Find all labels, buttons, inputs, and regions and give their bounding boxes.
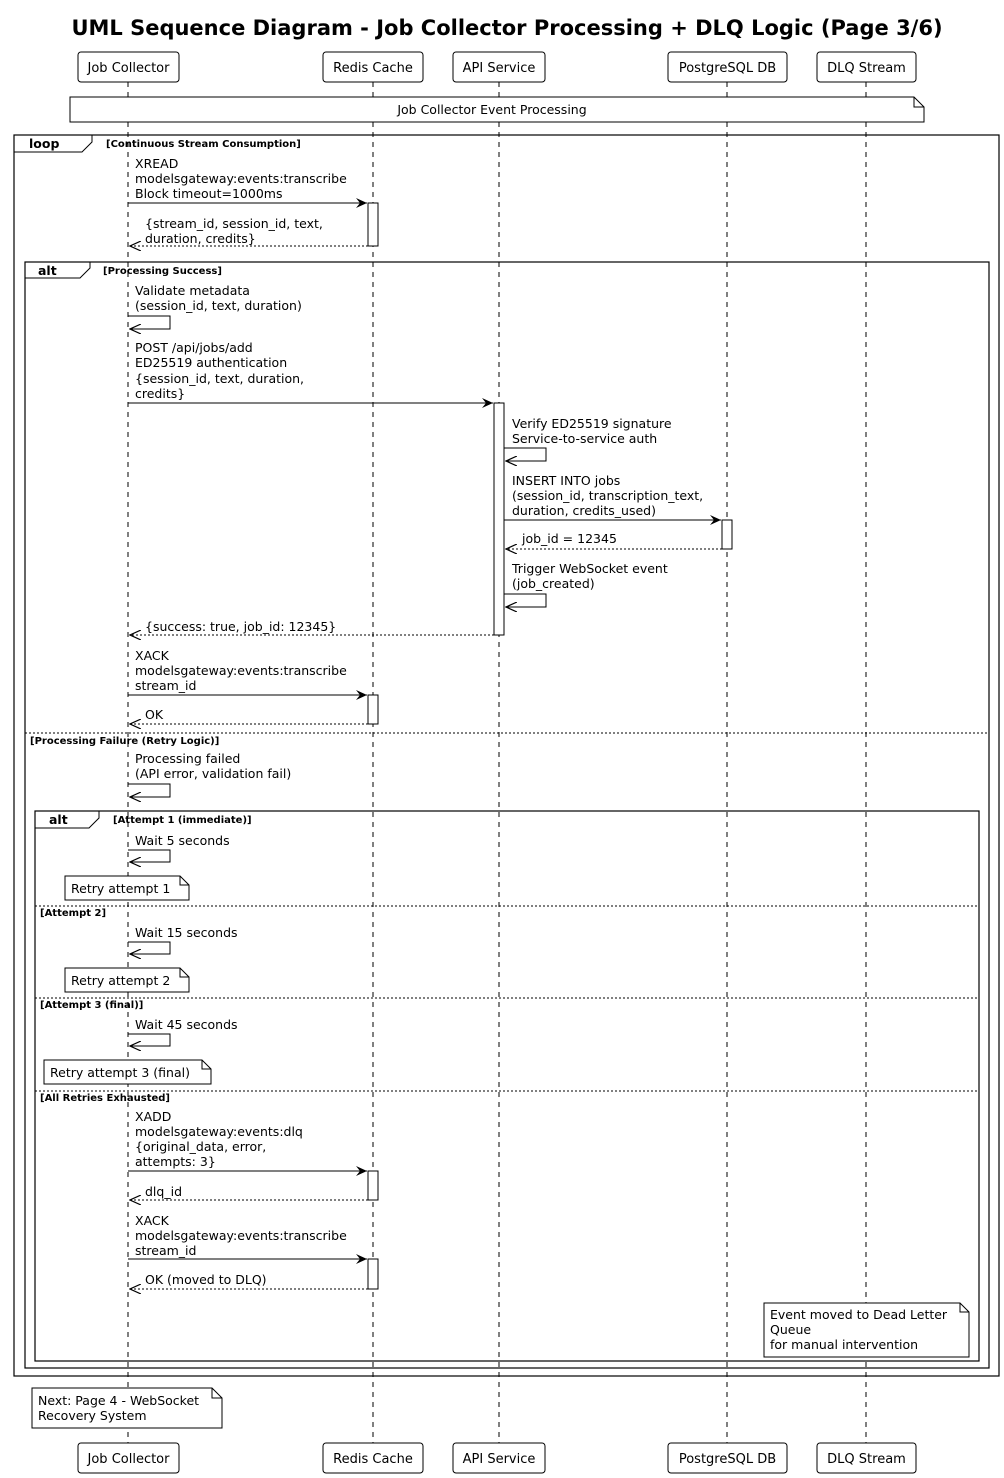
activation-redis — [368, 1171, 378, 1200]
message-label: INSERT INTO jobs (session_id, transcription_text, duration, credits_used) — [512, 473, 704, 518]
message-label: Verify ED25519 signature Service-to-service auth — [512, 416, 672, 446]
alt-guard-attempt-2: [Attempt 2] — [40, 908, 107, 919]
participant-label: Job Collector — [87, 61, 170, 76]
message-label: job_id = 12345 — [522, 531, 617, 546]
note-dlq — [764, 1303, 969, 1357]
message-xread-reply — [130, 216, 368, 246]
loop-keyword: loop — [29, 136, 60, 151]
participant-label: DLQ Stream — [827, 1452, 906, 1467]
loop-guard: [Continuous Stream Consumption] — [106, 139, 301, 150]
note-next-page — [32, 1388, 222, 1428]
message-label: POST /api/jobs/add ED25519 authentication {session_id, text, duration, credits} — [135, 340, 305, 401]
message-wait-45 — [128, 1017, 238, 1046]
alt-guard-attempt-3: [Attempt 3 (final)] — [40, 1000, 144, 1011]
message-label: XADD modelsgateway:events:dlq {original_data, error, attempts: 3} — [135, 1109, 303, 1169]
alt-keyword: alt — [38, 263, 57, 278]
message-xread — [128, 156, 367, 203]
message-xack-reply — [130, 707, 368, 724]
message-label: Validate metadata (session_id, text, duration) — [135, 283, 302, 313]
message-label: Trigger WebSocket event (job_created) — [512, 561, 668, 591]
message-xadd — [128, 1109, 367, 1171]
message-label: Wait 5 seconds — [135, 833, 230, 848]
note-text: Retry attempt 3 (final) — [50, 1065, 190, 1080]
header-note — [70, 97, 924, 122]
participant-label: DLQ Stream — [827, 61, 906, 76]
participant-label: Job Collector — [87, 1452, 170, 1467]
message-label: XREAD modelsgateway:events:transcribe Block timeout=1000ms — [135, 156, 347, 201]
message-wait-5 — [128, 833, 230, 862]
participant-label: Redis Cache — [333, 1452, 413, 1467]
message-xack — [128, 648, 367, 695]
participant-label: Redis Cache — [333, 61, 413, 76]
alt-guard-failure: [Processing Failure (Retry Logic)] — [30, 736, 220, 747]
alt-guard-success: [Processing Success] — [103, 266, 222, 277]
participant-label: PostgreSQL DB — [678, 1452, 777, 1467]
message-validate — [128, 283, 302, 329]
note-text: Retry attempt 1 — [71, 881, 171, 896]
message-label: {success: true, job_id: 12345} — [145, 619, 337, 634]
participant-job-collector-bottom — [78, 1443, 179, 1473]
participant-label: API Service — [462, 61, 536, 76]
message-verify — [504, 416, 672, 461]
message-failed — [128, 751, 291, 797]
activation-postgres — [722, 520, 732, 549]
note-retry-3 — [44, 1060, 211, 1084]
activation-redis — [368, 203, 378, 246]
participant-redis-cache-bottom — [323, 1443, 423, 1473]
participant-postgresql-db-bottom — [668, 1443, 787, 1473]
message-insert — [504, 473, 721, 520]
activation-redis — [368, 1259, 378, 1289]
header-note-text: Job Collector Event Processing — [397, 102, 587, 117]
participant-label: API Service — [462, 1452, 536, 1467]
participant-api-service-bottom — [453, 1443, 545, 1473]
message-xack-dlq-reply — [130, 1272, 368, 1289]
diagram-title: UML Sequence Diagram - Job Collector Processing + DLQ Logic (Page 3/6) — [71, 16, 943, 40]
participant-label: PostgreSQL DB — [678, 61, 777, 76]
participant-postgresql-db-top — [668, 52, 787, 82]
message-wait-15 — [128, 925, 238, 954]
message-xack-dlq — [128, 1213, 367, 1259]
participant-redis-cache-top — [323, 52, 423, 82]
message-label: Processing failed (API error, validation fail) — [135, 751, 292, 781]
message-label: XACK modelsgateway:events:transcribe stream_id — [135, 1213, 347, 1258]
activation-api — [494, 403, 504, 635]
message-label: Wait 45 seconds — [135, 1017, 238, 1032]
note-text: Retry attempt 2 — [71, 973, 171, 988]
participant-api-service-top — [453, 52, 545, 82]
alt-guard-attempt-1: [Attempt 1 (immediate)] — [113, 815, 252, 826]
activation-redis — [368, 695, 378, 724]
message-post — [128, 340, 493, 403]
message-label: Wait 15 seconds — [135, 925, 238, 940]
participant-job-collector-top — [78, 52, 179, 82]
message-post-reply — [130, 619, 494, 635]
note-retry-2 — [65, 968, 189, 992]
message-xadd-reply — [130, 1184, 368, 1200]
note-retry-1 — [65, 876, 189, 900]
alt-keyword: alt — [49, 812, 68, 827]
alt-guard-exhausted: [All Retries Exhausted] — [40, 1093, 170, 1104]
participant-dlq-stream-top — [817, 52, 916, 82]
message-label: XACK modelsgateway:events:transcribe stream_id — [135, 648, 347, 693]
message-label: dlq_id — [145, 1184, 182, 1199]
message-trigger — [504, 561, 668, 607]
participant-dlq-stream-bottom — [817, 1443, 916, 1473]
message-label: {stream_id, session_id, text, duration, credits} — [145, 216, 323, 246]
message-insert-reply — [506, 531, 722, 549]
note-text: Next: Page 4 - WebSocket Recovery System — [38, 1393, 200, 1423]
message-label: OK — [145, 707, 164, 722]
message-label: OK (moved to DLQ) — [145, 1272, 267, 1287]
note-text: Event moved to Dead Letter Queue for manual intervention — [770, 1307, 948, 1352]
